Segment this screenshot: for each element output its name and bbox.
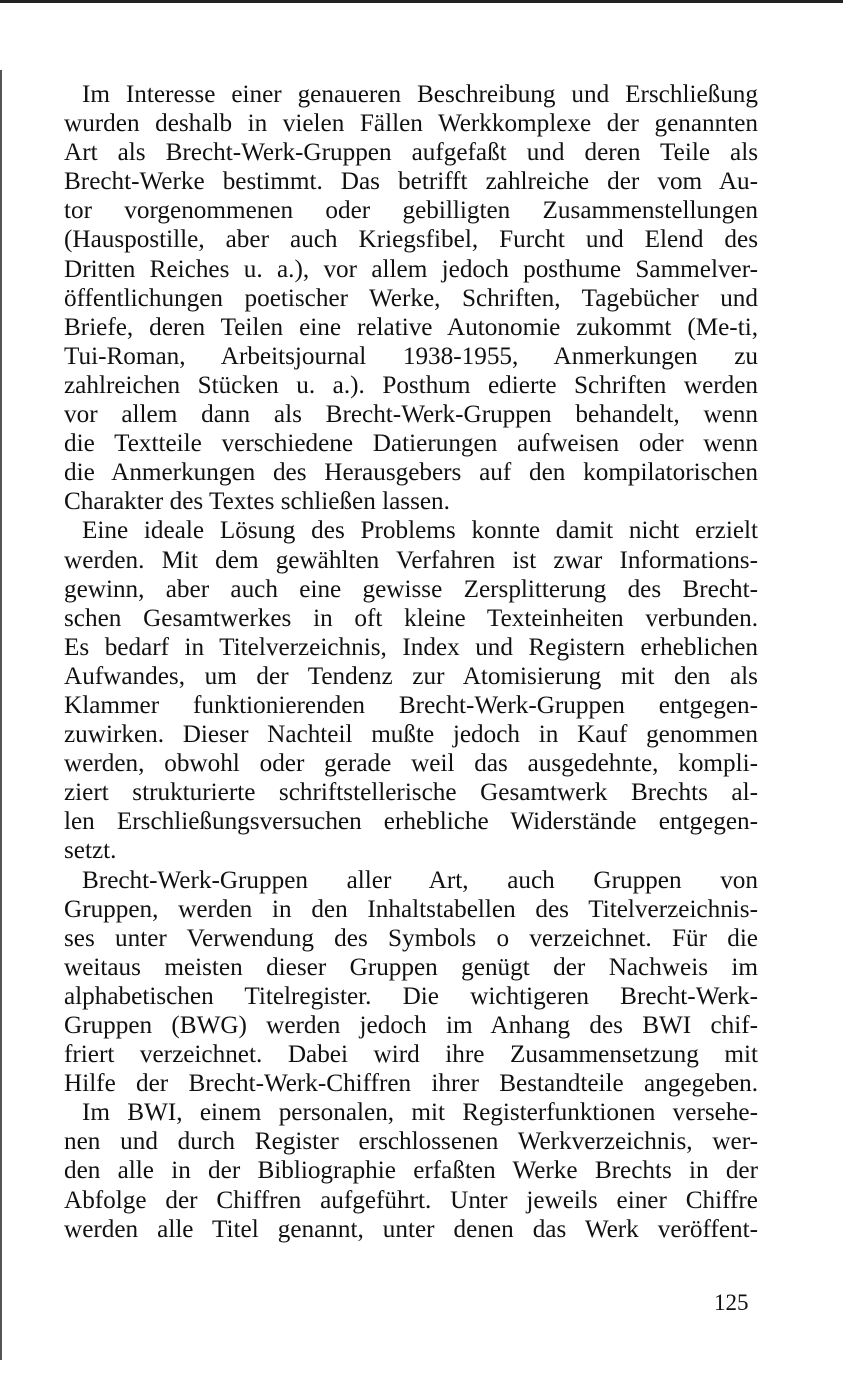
text-line: Art als Brecht-Werk-Gruppen aufgefaßt und deren Teile als (64, 139, 758, 167)
text-line: len Erschließungsversuchen erhebliche Widerstände entgegen- (64, 808, 758, 836)
text-line: schen Gesamtwerkes in oft kleine Texteinheiten verbunden. (64, 604, 758, 632)
text-line: werden. Mit dem gewählten Verfahren ist zwar Informations- (64, 546, 758, 574)
text-line: zahlreichen Stücken u. a.). Posthum edierte Schriften werden (64, 371, 758, 399)
text-line: die Textteile verschiedene Datierungen aufweisen oder wenn (64, 430, 758, 458)
paragraph-4 (64, 1098, 758, 1243)
text-line: vor allem dann als Brecht-Werk-Gruppen behandelt, wenn (64, 401, 758, 429)
paragraph-1 (64, 80, 758, 516)
text-line: Abfolge der Chiffren aufgeführt. Unter jeweils einer Chiffre (64, 1186, 758, 1214)
text-line: Tui-Roman, Arbeitsjournal 1938-1955, Anmerkungen zu (64, 342, 758, 370)
text-line: Hilfe der Brecht-Werk-Chiffren ihrer Bestandteile angegeben. (64, 1070, 758, 1098)
text-line: Gruppen, werden in den Inhaltstabellen des Titelverzeichnis- (64, 895, 758, 923)
page-left-edge (0, 70, 2, 1360)
text-line: Dritten Reiches u. a.), vor allem jedoch posthume Sammelver- (64, 255, 758, 283)
text-line: werden alle Titel genannt, unter denen das Werk veröffent- (64, 1215, 758, 1243)
page-number: 125 (714, 1290, 749, 1315)
text-line: ses unter Verwendung des Symbols o verzeichnet. Für die (64, 924, 758, 952)
paragraph-2 (64, 516, 758, 865)
text-line: setzt. (64, 837, 117, 865)
text-line: gewinn, aber auch eine gewisse Zersplitterung des Brecht- (64, 575, 758, 603)
text-line: tor vorgenommenen oder gebilligten Zusammenstellungen (64, 197, 758, 225)
text-line: Klammer funktionierenden Brecht-Werk-Gruppen entgegen- (64, 691, 758, 719)
paragraph-3 (64, 866, 758, 1099)
text-line: wurden deshalb in vielen Fällen Werkkomplexe der genannten (64, 110, 758, 138)
text-line: öffentlichungen poetischer Werke, Schriften, Tagebücher und (64, 284, 758, 312)
text-line: friert verzeichnet. Dabei wird ihre Zusammensetzung mit (64, 1041, 758, 1069)
text-line: Eine ideale Lösung des Problems konnte damit nicht erzielt (82, 517, 758, 545)
text-line: Es bedarf in Titelverzeichnis, Index und Registern erheblichen (64, 633, 758, 661)
text-line: Briefe, deren Teilen eine relative Autonomie zukommt (Me-ti, (64, 313, 758, 341)
text-line: (Hauspostille, aber auch Kriegsfibel, Furcht und Elend des (64, 226, 758, 254)
body-text (64, 80, 758, 1244)
text-line: ziert strukturierte schriftstellerische Gesamtwerk Brechts al- (64, 779, 758, 807)
page-top-edge (0, 0, 843, 3)
text-line: Im BWI, einem personalen, mit Registerfunktionen versehe- (82, 1099, 758, 1127)
text-line: Brecht-Werk-Gruppen aller Art, auch Gruppen von (82, 866, 758, 894)
text-line: werden, obwohl oder gerade weil das ausgedehnte, kompli- (64, 750, 758, 778)
text-line: zuwirken. Dieser Nachteil mußte jedoch in Kauf genommen (64, 721, 758, 749)
text-line: Gruppen (BWG) werden jedoch im Anhang des BWI chif- (64, 1012, 758, 1039)
text-line: Charakter des Textes schließen lassen. (64, 488, 450, 516)
text-line: die Anmerkungen des Herausgebers auf den kompilatorischen (64, 459, 758, 487)
text-line: Im Interesse einer genaueren Beschreibung und Erschließung (82, 81, 758, 108)
text-line: weitaus meisten dieser Gruppen genügt der Nachweis im (64, 953, 758, 981)
text-line: Brecht-Werke bestimmt. Das betrifft zahlreiche der vom Au- (64, 168, 758, 196)
text-line: Aufwandes, um der Tendenz zur Atomisierung mit den als (64, 662, 758, 690)
text-line: alphabetischen Titelregister. Die wichtigeren Brecht-Werk- (64, 982, 758, 1010)
text-line: den alle in der Bibliographie erfaßten Werke Brechts in der (64, 1157, 758, 1185)
text-line: nen und durch Register erschlossenen Werkverzeichnis, wer- (64, 1128, 758, 1156)
